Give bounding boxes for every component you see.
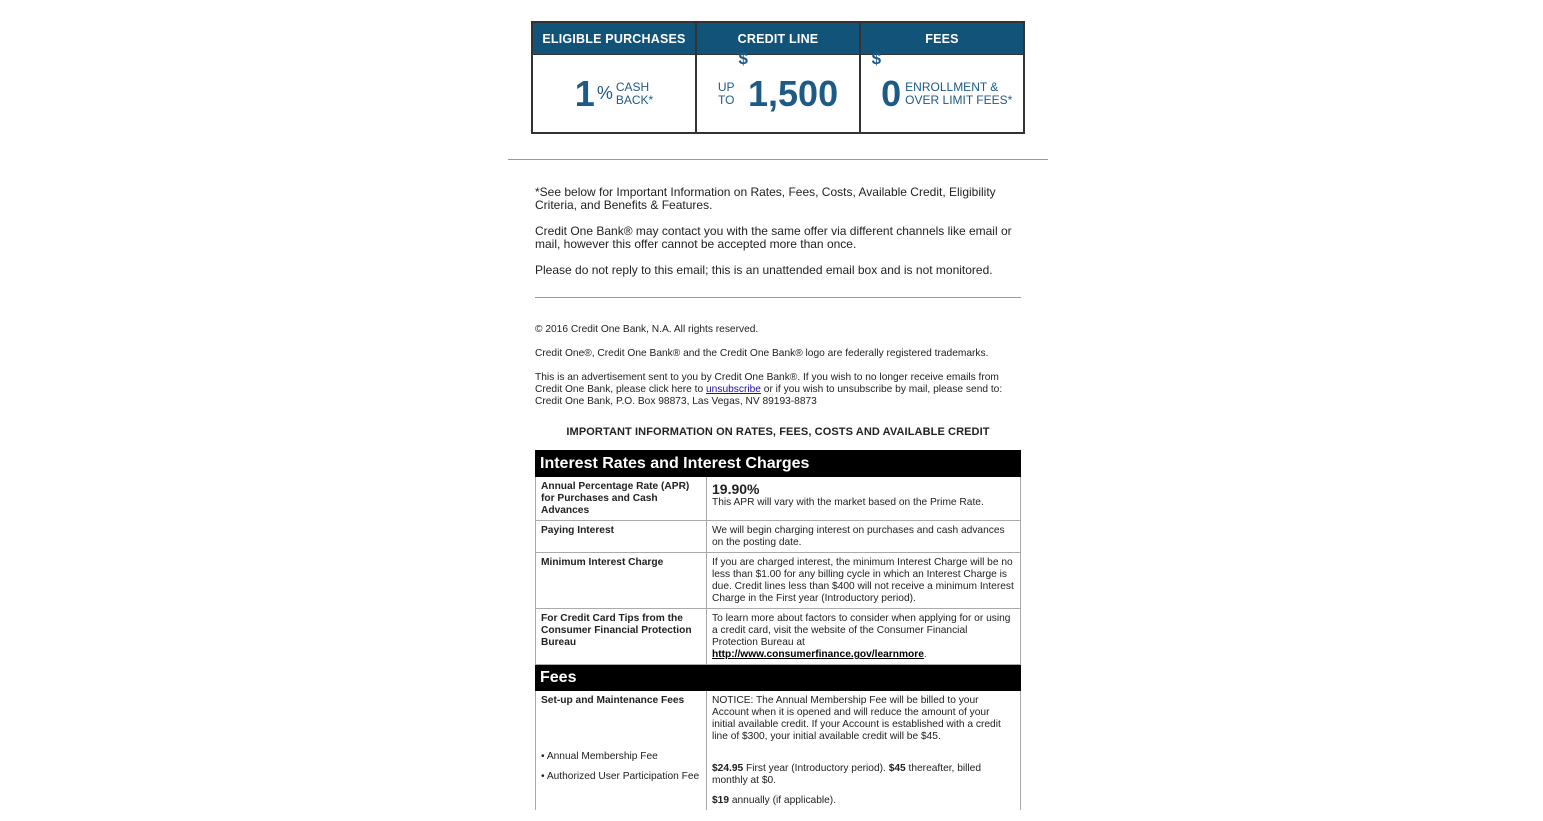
apr-value: 19.90% — [712, 481, 760, 497]
table-row — [536, 477, 1021, 521]
disclosure-table — [535, 450, 1021, 810]
row-label: Minimum Interest Charge — [536, 553, 707, 609]
to-label: TO — [717, 92, 735, 107]
divider — [535, 297, 1021, 298]
back-label: BACK* — [615, 92, 654, 107]
cash-label: CASH — [615, 79, 650, 94]
up-label: UP — [717, 79, 735, 94]
row-label: Paying Interest — [536, 521, 707, 553]
table-row: For Credit Card Tips from the Consumer Financial Protection Bureau To learn more about factors to consider when applying for or using a credit card, visit the website of the Consumer Financial Protection Bureau at http://www.consumerfinance.gov/learnmore. — [536, 609, 1021, 665]
divider — [508, 159, 1048, 160]
note-contact: Credit One Bank® may contact you with the same offer via different channels like email or mail, however this offer cannot be accepted more than once. — [535, 224, 1012, 251]
percent-sign: % — [596, 83, 613, 103]
row-label: • Authorized User Participation Fee — [541, 771, 700, 782]
offer-header: ELIGIBLE PURCHASES — [533, 23, 695, 55]
section-header: Interest Rates and Interest Charges — [536, 451, 1021, 477]
offer-col-fees — [861, 23, 1023, 132]
section-header: Fees — [536, 665, 1021, 691]
important-info-title: IMPORTANT INFORMATION ON RATES, FEES, COSTS AND AVAILABLE CREDIT — [566, 426, 990, 438]
row-label: For Credit Card Tips from the Consumer Financial Protection Bureau — [536, 609, 707, 665]
note-see-below: *See below for Important Information on Rates, Fees, Costs, Available Credit, Eligibility Criteria, and Benefits & Features. — [535, 185, 996, 212]
enrollment-label: ENROLLMENT & — [905, 79, 999, 94]
annual-fee-value: $24.95 First year (Introductory period). $45 thereafter, billed monthly at $0. — [712, 763, 982, 786]
authorized-user-fee-value: $19 annually (if applicable). — [712, 795, 837, 806]
table-row — [536, 521, 1021, 553]
note-do-not-reply: Please do not reply to this email; this is an unattended email box and is not monitored. — [535, 263, 993, 277]
advertisement-text: This is an advertisement sent to you by Credit One Bank®. If you wish to no longer receive emails from Credit One Bank, please click here to unsubscribe or if you wish to unsubscribe by mail, please send to: Credit One Bank, P.O. Box 98873, Las Vegas, NV 89193-8873 — [535, 372, 1003, 407]
currency-sign: $ — [871, 49, 882, 68]
unsubscribe-link[interactable]: unsubscribe — [706, 384, 761, 395]
cash-back-value: 1 — [574, 72, 595, 114]
row-label: • Annual Membership Fee — [541, 751, 658, 762]
fees-value: 0 — [881, 72, 902, 114]
offer-summary-table — [531, 21, 1025, 134]
offer-col-credit-line — [697, 23, 861, 132]
offer-col-eligible-purchases — [533, 23, 697, 132]
row-value: If you are charged interest, the minimum Interest Charge will be no less than $1.00 for any billing cycle in which an Interest Charge is due. Credit lines less than $400 will not receive a minimum Interest Charge in the First year (Introductory period). — [707, 553, 1021, 609]
over-limit-label: OVER LIMIT FEES* — [905, 92, 1013, 107]
row-label: Annual Percentage Rate (APR) for Purchases and Cash Advances — [536, 477, 707, 521]
table-row — [536, 691, 1021, 811]
setup-notice: NOTICE: The Annual Membership Fee will be billed to your Account when it is opened and will reduce the amount of your initial available credit. If your Account is established with a credit line of $300, your initial available credit will be $45. — [712, 695, 1001, 742]
credit-line-value: 1,500 — [748, 72, 839, 114]
copyright-text: © 2016 Credit One Bank, N.A. All rights reserved. — [535, 324, 759, 335]
cfpb-link[interactable]: http://www.consumerfinance.gov/learnmore — [712, 649, 924, 660]
offer-header: CREDIT LINE — [697, 23, 859, 55]
row-value: We will begin charging interest on purchases and cash advances on the posting date. — [707, 521, 1021, 553]
currency-sign: $ — [738, 49, 749, 68]
row-label: Set-up and Maintenance Fees — [541, 695, 685, 706]
offer-header: FEES — [861, 23, 1023, 55]
trademark-text: Credit One®, Credit One Bank® and the Credit One Bank® logo are federally registered trademarks. — [535, 348, 989, 359]
table-row — [536, 553, 1021, 609]
apr-note: This APR will vary with the market based on the Prime Rate. — [712, 497, 984, 508]
